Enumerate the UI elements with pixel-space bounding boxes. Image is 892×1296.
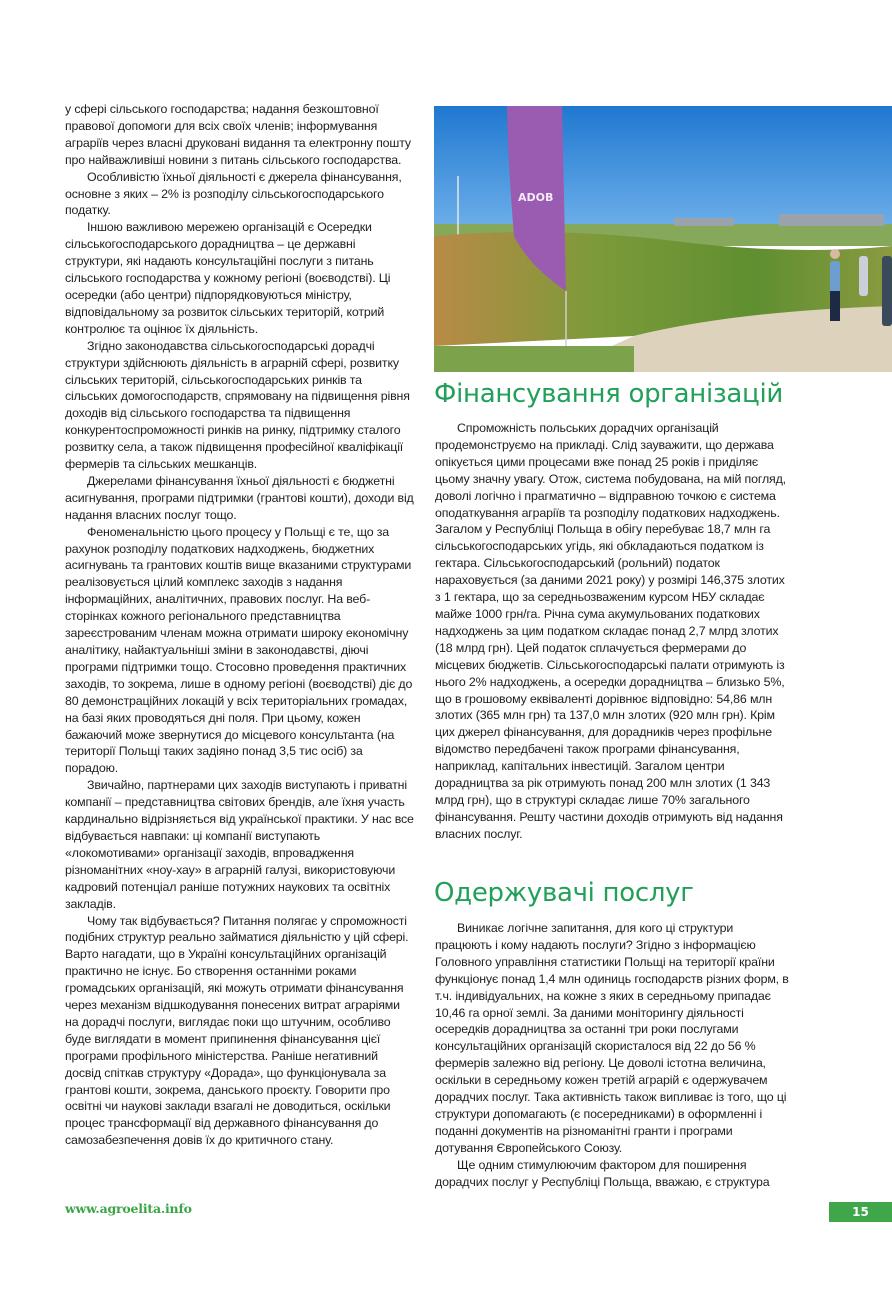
paragraph: Згідно законодавства сільськогосподарські дорадчі структури здійснюють діяльність в аграрній сфері, розвитку сільських територій, сільськогосподарських ринків та сільських домогосподарств, спрямовану на підвищення рівня доходів від сільського господарства та підвищення конкурентоспроможності ринків на ринку, підтримку сталого розвитку села, а також підвищення професійної кваліфікації фермерів та сільських мешканців.	[65, 338, 410, 472]
paragraph: у сфері сільського господарства; надання безкоштовної правової допомоги для всіх своїх членів; інформування аграріїв через власні друковані видання та електронну пошту про найважливіші новини з питань сільського господарства.	[65, 102, 411, 167]
section-heading-recipients: Одержувачі послуг	[434, 878, 694, 908]
paragraph: Чому так відбувається? Питання полягає у спроможності подібних структур реально займатися діяльністю у цій сфері. Варто нагадати, що в Україні консультаційних організацій практично не існує. Бо створення останніми роками громадських організацій, які можуть отримати фінансування через механізм відшкодування понесених витрат аграріями на дорадчі послуги, виглядає поки що штучним, особливо буде виглядати в момент припинення фінансування цієї програми профільного міністерства. Раніше негативний досвід спіткав структуру «Дорада», що функціонувала за грантові кошти, зокрема, данського проєкту. Говорити про освітні чи наукові заклади взагалі не доводиться, оскільки процес трансформації від державного фінансування до самозабезпечення довів їх до критичного стану.	[65, 913, 409, 1148]
paragraph: Феноменальністю цього процесу у Польщі є те, що за рахунок розподілу податкових надходжень, бюджетних асигнувань та грантових коштів вище вказаними структурами реалізовується цілий комплекс заходів з надання інформаційних, аналітичних, правових послуг. На веб-сторінках кожного регіонального представництва зареєстрованим членам можна отримати широку економічну аналітику, найактуальніші зміни в законодавстві, діючі програми підтримки тощо. Стосовно проведення практичних заходів, то зокрема, лише в одному регіоні (воєводстві) діє до 80 демонстраційних локацій у всіх територіальних громадах, на базі яких проводяться дні поля. При цьому, кожен бажаючий може звернутися до місцевого консультанта (на території Польщі таких задіяно понад 3,5 тис осіб) за порадою.	[65, 524, 413, 776]
paragraph: Ще одним стимулюючим фактором для поширення дорадчих послуг у Республіці Польща, вважаю, є структура	[435, 1157, 770, 1189]
paragraph: Іншою важливою мережею організацій є Осередки сільськогосподарського дорадництва – це державні структури, які надають консультаційні послуги з питань сільського господарства у кожному регіоні (воєводстві). Ці осередки (або центри) підпорядковуються міністру, відповідальному за розвиток сільських територій, котрий контролює та оцінює їх діяльність.	[65, 220, 391, 336]
page-number: 15	[829, 1202, 892, 1222]
paragraph: Спроможність польських дорадчих організацій продемонструємо на прикладі. Слід зауважити, що держава опікується цими процесами вже понад 25 років і приділяє цьому значну увагу. Отож, система побудована, на мій погляд, доволі логічно і прагматично – відправною точкою є система оподаткування аграріїв та розподілу податкових надходжень. Загалом у Республіці Польща в обігу перебуває 18,7 млн га сільськогосподарських угідь, які обкладаються податком із гектара. Сільськогосподарський (рольний) податок нараховується (за даними 2021 року) у розмірі 146,375 злотих з 1 гектара, що за середньозваженим курсом НБУ складає майже 1000 грн/га. Річна сума акумульованих податкових надходжень за цим податком складає понад 2,7 млрд злотих (18 млрд грн). Цей податок сплачується фермерами до місцевих бюджетів. Сільськогосподарські палати отримують із нього 2% надходжень, а осередки дорадництва – близько 5%, що в грошовому еквіваленті дорівнює відповідно: 54,86 млн злотих (365 млн грн) та 137,0 млн злотих (920 млн грн). Крім цих джерел фінансування, для дорадників через профільне відомство передбачені також програми фінансування, наприклад, капітальних інвестицій. Загалом центри дорадництва за рік отримують понад 200 млн злотих (1 343 млрд грн), що в структурі складає лише 70% загального фінансування. Решту частини доходів отримують від надання власних послуг.	[435, 421, 786, 841]
sky	[434, 106, 892, 231]
left-column	[65, 101, 415, 1149]
right-column-funding	[435, 420, 790, 843]
website-link[interactable]: www.agroelita.info	[65, 1201, 192, 1216]
right-column-recipients	[435, 920, 790, 1191]
paragraph: Звичайно, партнерами цих заходів виступають і приватні компанії – представництва світових брендів, але їхня участь кардинально відрізняється від української практики. У нас все відбувається навпаки: ці компанії виступають «локомотивами» організації заходів, впровадження різноманітних «ноу-хау» в аграрній галузі, використовуючи кадровий потенціал раніше потужних наукових та освітніх закладів.	[65, 778, 414, 911]
flag-text: ADOB	[518, 191, 554, 204]
paragraph: Виникає логічне запитання, для кого ці структури працюють і кому надають послуги? Згідно з інформацією Головного управління статистики Польщі на території країни функціонує понад 1,4 млн одиниць господарств різних форм, в т.ч. індивідуальних, на кожне з яких в середньому припадає 10,46 га орної землі. За даними моніторингу діяльності осередків дорадництва за останні три роки послугами консультаційних організацій скористалося від 22 до 56 % фермерів залежно від регіону. Це доволі істотна величина, оскільки в середньому кожен третій аграрій є одержувачем дорадчих послуг. Така активність також випливає із того, що ці структури допомагають (є посередниками) в оформленні і поданні документів на різноманітні гранти і програми дотування Європейського Союзу.	[435, 921, 789, 1155]
section-heading-funding: Фінансування організацій	[434, 379, 783, 409]
paragraph: Особливістю їхньої діяльності є джерела фінансування, основне з яких – 2% із розподілу сільськогосподарського податку.	[65, 169, 402, 218]
paragraph: Джерелами фінансування їхньої діяльності є бюджетні асигнування, програми підтримки (грантові кошти), доходи від надання власних послуг тощо.	[65, 473, 414, 522]
field-day-photo	[434, 106, 892, 372]
grass-strip	[434, 346, 634, 372]
